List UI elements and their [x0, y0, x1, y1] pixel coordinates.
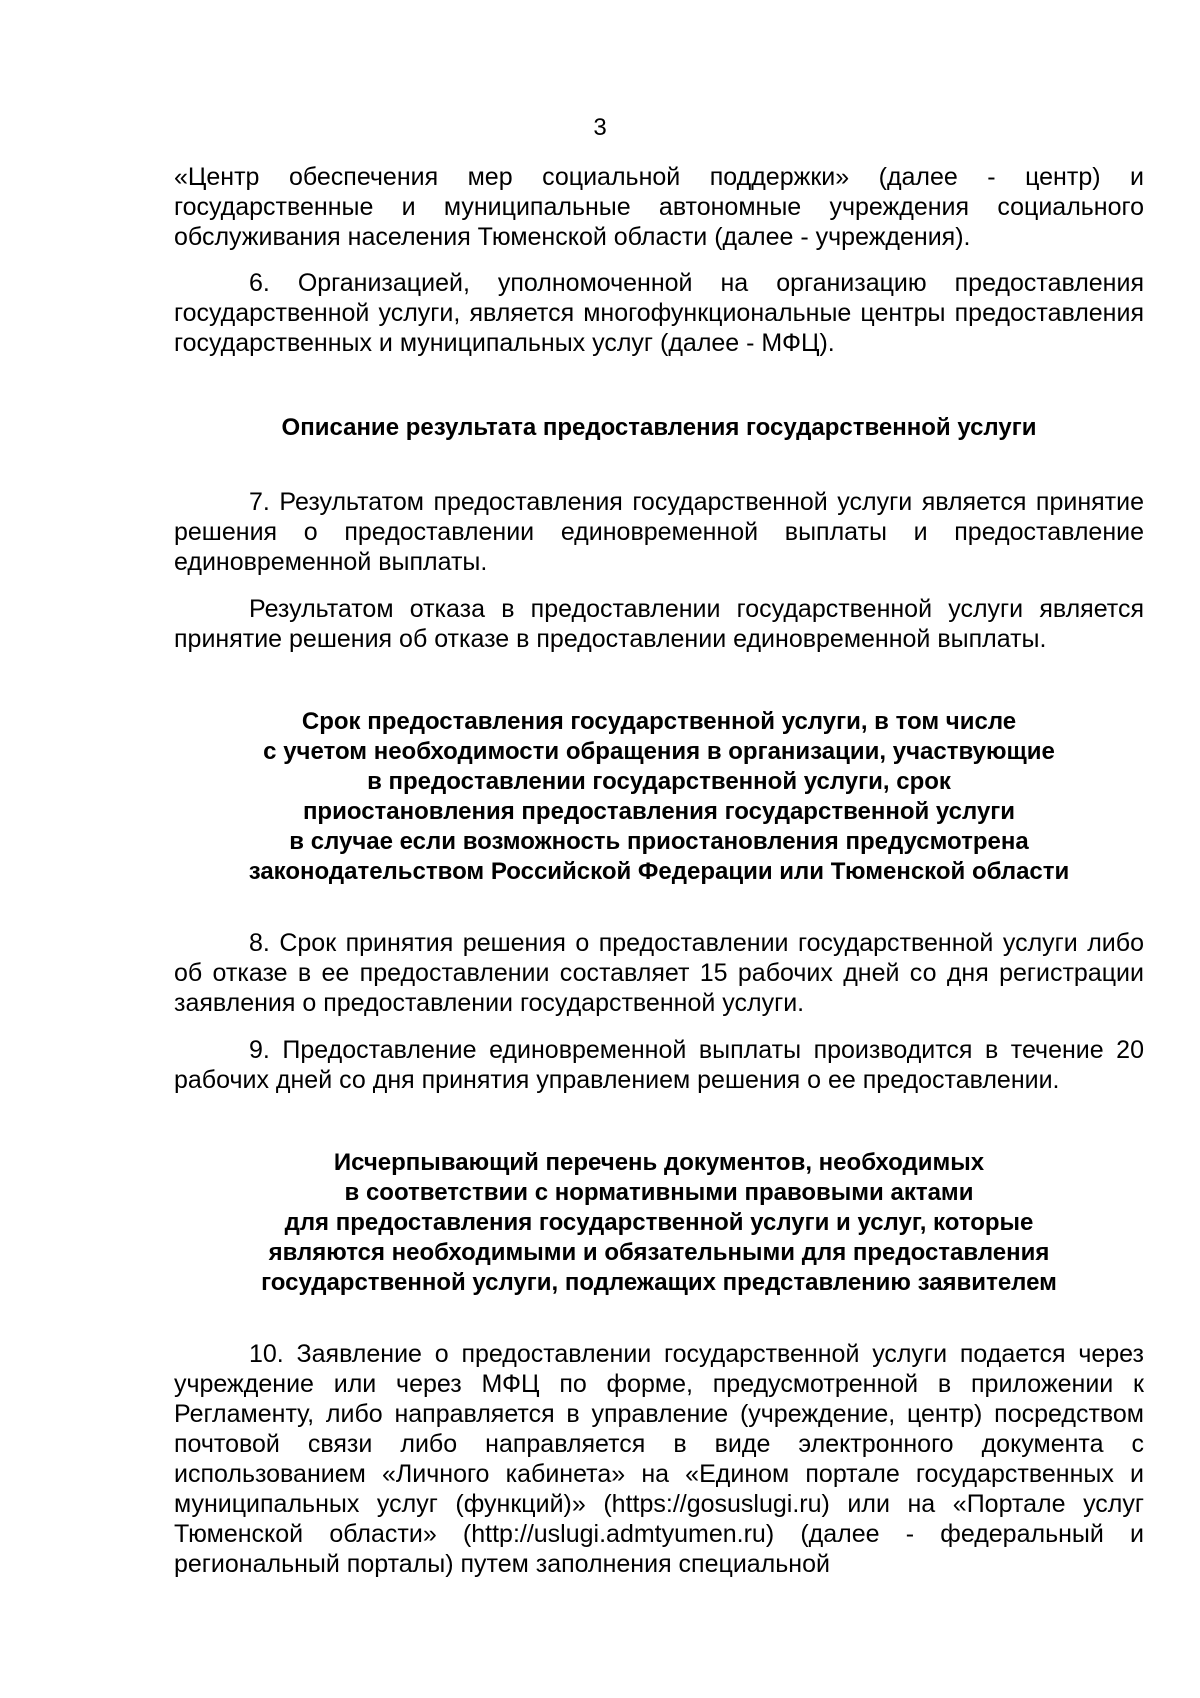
heading-line: в соответствии с нормативными правовыми актами: [344, 1179, 974, 1206]
heading-line: приостановления предоставления государственной услуги: [302, 798, 1016, 825]
paragraph-9: 9. Предоставление единовременной выплаты производится в течение 20 рабочих дней со дня принятия управлением решения о ее предоставлении.: [174, 1036, 1144, 1094]
paragraph-continuation: «Центр обеспечения мер социальной поддержки» (далее - центр) и государственные и муниципальные автономные учреждения социального обслуживания населения Тюменской области (далее - учреждения).: [174, 163, 1144, 251]
heading-documents-list: [174, 1148, 1144, 1298]
heading-line: являются необходимыми и обязательными для предоставления: [268, 1239, 1050, 1266]
paragraph-10: 10. Заявление о предоставлении государственной услуги подается через учреждение или через МФЦ по форме, предусмотренной в приложении к Регламенту, либо направляется в управление (учреждение, центр) посредством почтовой связи либо направляется в виде электронного документа с использованием «Личного кабинета» на «Едином портале государственных и муниципальных услуг (функций)» (https://gosuslugi.ru) или на «Портале услуг Тюменской области» (http://uslugi.admtyumen.ru) (далее - федеральный и региональный порталы) путем заполнения специальной: [174, 1340, 1144, 1578]
heading-line: в случае если возможность приостановления предусмотрена: [289, 828, 1029, 855]
heading-line: Описание результата предоставления государственной услуги: [281, 414, 1037, 441]
heading-line: Срок предоставления государственной услуги, в том числе: [301, 708, 1017, 735]
heading-line: законодательством Российской Федерации или Тюменской области: [248, 858, 1070, 885]
heading-line: Исчерпывающий перечень документов, необходимых: [333, 1149, 985, 1176]
heading-line: государственной услуги, подлежащих представлению заявителем: [261, 1269, 1057, 1296]
heading-result-description: [174, 413, 1144, 443]
paragraph-7-refusal: Результатом отказа в предоставлении государственной услуги является принятие решения об отказе в предоставлении единовременной выплаты.: [174, 595, 1144, 653]
heading-line: для предоставления государственной услуги и услуг, которые: [284, 1209, 1034, 1236]
paragraph-6: 6. Организацией, уполномоченной на организацию предоставления государственной услуги, является многофункциональные центры предоставления государственных и муниципальных услуг (далее - МФЦ).: [174, 269, 1144, 357]
heading-line: с учетом необходимости обращения в организации, участвующие: [263, 738, 1055, 765]
heading-service-term: [174, 707, 1144, 887]
heading-line: в предоставлении государственной услуги, срок: [367, 768, 951, 795]
paragraph-8: 8. Срок принятия решения о предоставлении государственной услуги либо об отказе в ее предоставлении составляет 15 рабочих дней со дня регистрации заявления о предоставлении государственной услуги.: [174, 929, 1144, 1017]
paragraph-7: 7. Результатом предоставления государственной услуги является принятие решения о предоставлении единовременной выплаты и предоставление единовременной выплаты.: [174, 488, 1144, 576]
page-number: 3: [593, 114, 607, 141]
